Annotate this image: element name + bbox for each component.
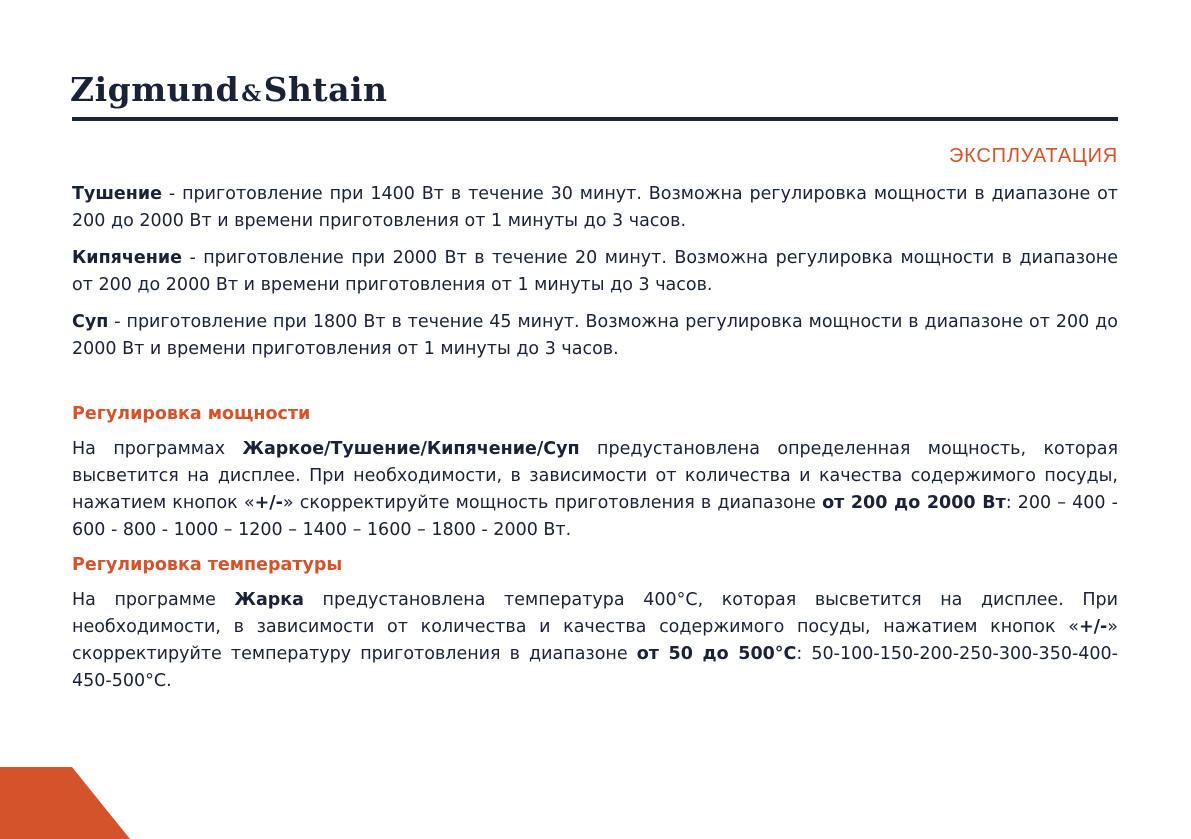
section-label: ЭКСПЛУАТАЦИЯ xyxy=(949,145,1118,167)
section-spacer xyxy=(72,544,1118,552)
section-spacer xyxy=(72,363,1118,401)
heading-spacer xyxy=(72,428,1118,436)
power-buttons: +/- xyxy=(254,493,283,513)
program-name: Тушение xyxy=(72,184,163,204)
power-text-3: » скорректируйте мощность приготовления в диапазоне xyxy=(282,493,823,513)
program-description: - приготовление при 1400 Вт в течение 30 минут. Возможна регулировка мощности в диапазоне от 200 до 2000 Вт и времени приготовления от 1 минуты до 3 часов. xyxy=(72,184,1118,231)
temperature-program: Жарка xyxy=(234,590,304,610)
brand-name-right: Shtain xyxy=(263,70,388,109)
power-heading: Регулировка мощности xyxy=(72,404,311,424)
temperature-paragraph xyxy=(72,587,1118,695)
program-soup xyxy=(72,309,1118,363)
brand-logo xyxy=(70,70,388,114)
power-programs: Жаркое/Тушение/Кипячение/Суп xyxy=(242,439,580,459)
program-name: Суп xyxy=(72,312,109,332)
temperature-heading: Регулировка температуры xyxy=(72,555,343,575)
brand-ampersand: & xyxy=(241,81,262,107)
program-name: Кипячение xyxy=(72,248,182,268)
brand-name-left: Zigmund xyxy=(70,70,240,109)
corner-decoration xyxy=(0,767,140,839)
temperature-text-1: На программе xyxy=(72,590,235,610)
program-stewing xyxy=(72,181,1118,235)
heading-spacer xyxy=(72,579,1118,587)
temperature-text-2: предустановлена температура 400°С, которая высветится на дисплее. При необходимости, в зависимости от количества и качества содержимого посуды, нажатием кнопок « xyxy=(72,590,1118,637)
power-text-2: предустановлена определенная мощность, которая высветится на дисплее. При необходимости, в зависимости от количества и качества содержимого посуды, нажатием кнопок « xyxy=(72,439,1118,513)
power-paragraph xyxy=(72,436,1118,544)
program-description: - приготовление при 2000 Вт в течение 20 минут. Возможна регулировка мощности в диапазоне от 200 до 2000 Вт и времени приготовления от 1 минуты до 3 часов. xyxy=(72,248,1118,295)
program-boiling xyxy=(72,245,1118,299)
temperature-buttons: +/- xyxy=(1078,617,1108,637)
page-content xyxy=(72,181,1118,695)
temperature-range: от 50 до 500°С xyxy=(636,644,797,664)
header-divider xyxy=(72,117,1118,121)
power-range: от 200 до 2000 Вт xyxy=(822,493,1006,513)
power-text-4: : 200 – 400 - 600 - 800 - 1000 – 1200 – 1400 – 1600 – 1800 - 2000 Вт. xyxy=(72,493,1118,540)
power-text-1: На программах xyxy=(72,439,243,459)
program-description: - приготовление при 1800 Вт в течение 45 минут. Возможна регулировка мощности в диапазоне от 200 до 2000 Вт и времени приготовления от 1 минуты до 3 часов. xyxy=(72,312,1118,359)
temperature-text-3: » скорректируйте температуру приготовления в диапазоне xyxy=(72,617,1118,664)
temperature-text-4: : 50-100-150-200-250-300-350-400-450-500°С. xyxy=(72,644,1118,691)
